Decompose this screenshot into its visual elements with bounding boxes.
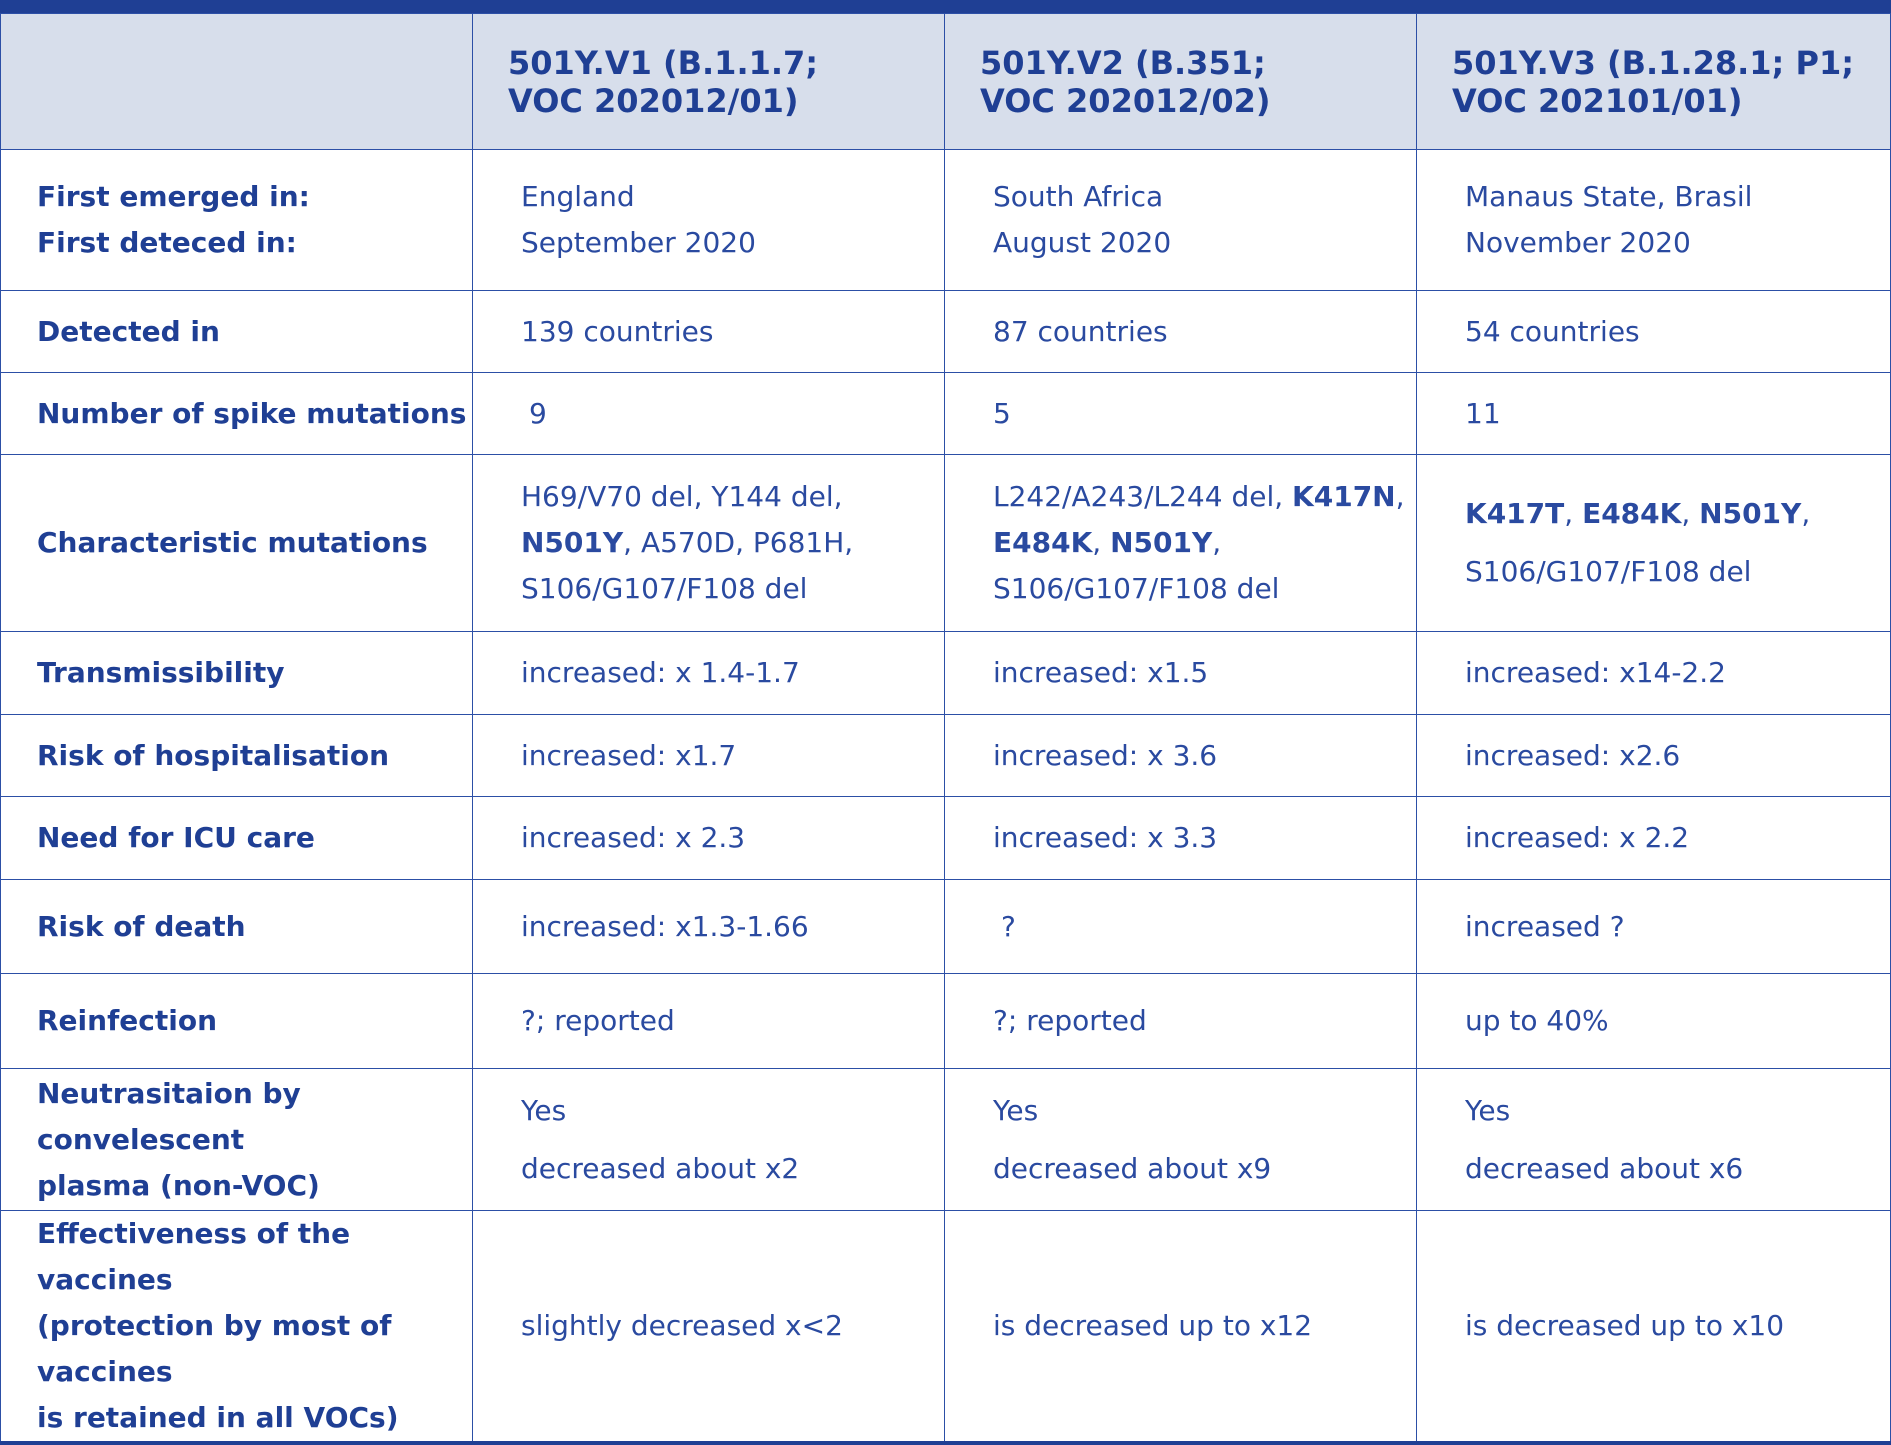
row-label: Characteristic mutations [1, 455, 473, 632]
cell-v3: 11 [1417, 373, 1891, 455]
row-label: Neutrasitaion by convelescent plasma (non-VOC) [1, 1069, 473, 1211]
cell-v1: England September 2020 [473, 150, 945, 291]
row-label: First emerged in: First deteced in: [1, 150, 473, 291]
table-row-spike-mutations [1, 373, 1891, 455]
row-label: Risk of hospitalisation [1, 715, 473, 797]
table-row-icu-care [1, 797, 1891, 880]
cell-v3: increased: x14-2.2 [1417, 632, 1891, 715]
row-label: Transmissibility [1, 632, 473, 715]
cell-v1: Yes decreased about x2 [473, 1069, 945, 1211]
header-row [1, 14, 1891, 150]
header-variant-v2: 501Y.V2 (B.351; VOC 202012/02) [945, 14, 1417, 150]
row-label: Detected in [1, 291, 473, 373]
table-row-reinfection [1, 974, 1891, 1069]
cell-v1: increased: x 2.3 [473, 797, 945, 880]
cell-v2: is decreased up to x12 [945, 1211, 1417, 1444]
cell-v2: South Africa August 2020 [945, 150, 1417, 291]
cell-v2: L242/A243/L244 del, K417N, E484K, N501Y, S106/G107/F108 del [945, 455, 1417, 632]
cell-v1: increased: x 1.4-1.7 [473, 632, 945, 715]
cell-v2: increased: x 3.6 [945, 715, 1417, 797]
cell-v3: Manaus State, Brasil November 2020 [1417, 150, 1891, 291]
cell-v2: 87 countries [945, 291, 1417, 373]
cell-v1: ?; reported [473, 974, 945, 1069]
header-variant-v3: 501Y.V3 (B.1.28.1; P1; VOC 202101/01) [1417, 14, 1891, 150]
cell-v3: increased ? [1417, 880, 1891, 974]
cell-v3: Yes decreased about x6 [1417, 1069, 1891, 1211]
header-variant-v1: 501Y.V1 (B.1.1.7; VOC 202012/01) [473, 14, 945, 150]
cell-v1: slightly decreased x<2 [473, 1211, 945, 1444]
cell-v1: increased: x1.3-1.66 [473, 880, 945, 974]
cell-v1: 139 countries [473, 291, 945, 373]
row-label: Risk of death [1, 880, 473, 974]
cell-v1: H69/V70 del, Y144 del, N501Y, A570D, P681H, S106/G107/F108 del [473, 455, 945, 632]
cell-v2: ?; reported [945, 974, 1417, 1069]
row-label: Reinfection [1, 974, 473, 1069]
row-label: Effectiveness of the vaccines (protection by most of vaccines is retained in all VOCs) [1, 1211, 473, 1444]
header-empty-cell [1, 14, 473, 150]
cell-v2: 5 [945, 373, 1417, 455]
variants-table [0, 13, 1891, 1445]
table-row-detected [1, 291, 1891, 373]
table-row-hospitalisation [1, 715, 1891, 797]
table-row-characteristic-mutations [1, 455, 1891, 632]
cell-v2: Yes decreased about x9 [945, 1069, 1417, 1211]
table-row-emerged [1, 150, 1891, 291]
cell-v3: K417T, E484K, N501Y, S106/G107/F108 del [1417, 455, 1891, 632]
cell-v2: ? [945, 880, 1417, 974]
row-label: Need for ICU care [1, 797, 473, 880]
cell-v3: is decreased up to x10 [1417, 1211, 1891, 1444]
table-row-risk-of-death [1, 880, 1891, 974]
cell-v2: increased: x 3.3 [945, 797, 1417, 880]
table-row-neutralisation [1, 1069, 1891, 1211]
cell-v3: 54 countries [1417, 291, 1891, 373]
cell-v1: increased: x1.7 [473, 715, 945, 797]
cell-v1: 9 [473, 373, 945, 455]
cell-v3: increased: x2.6 [1417, 715, 1891, 797]
table-row-vaccine-effectiveness [1, 1211, 1891, 1444]
cell-v3: increased: x 2.2 [1417, 797, 1891, 880]
row-label: Number of spike mutations [1, 373, 473, 455]
top-border-bar [0, 0, 1891, 13]
cell-v2: increased: x1.5 [945, 632, 1417, 715]
cell-v3: up to 40% [1417, 974, 1891, 1069]
table-row-transmissibility [1, 632, 1891, 715]
